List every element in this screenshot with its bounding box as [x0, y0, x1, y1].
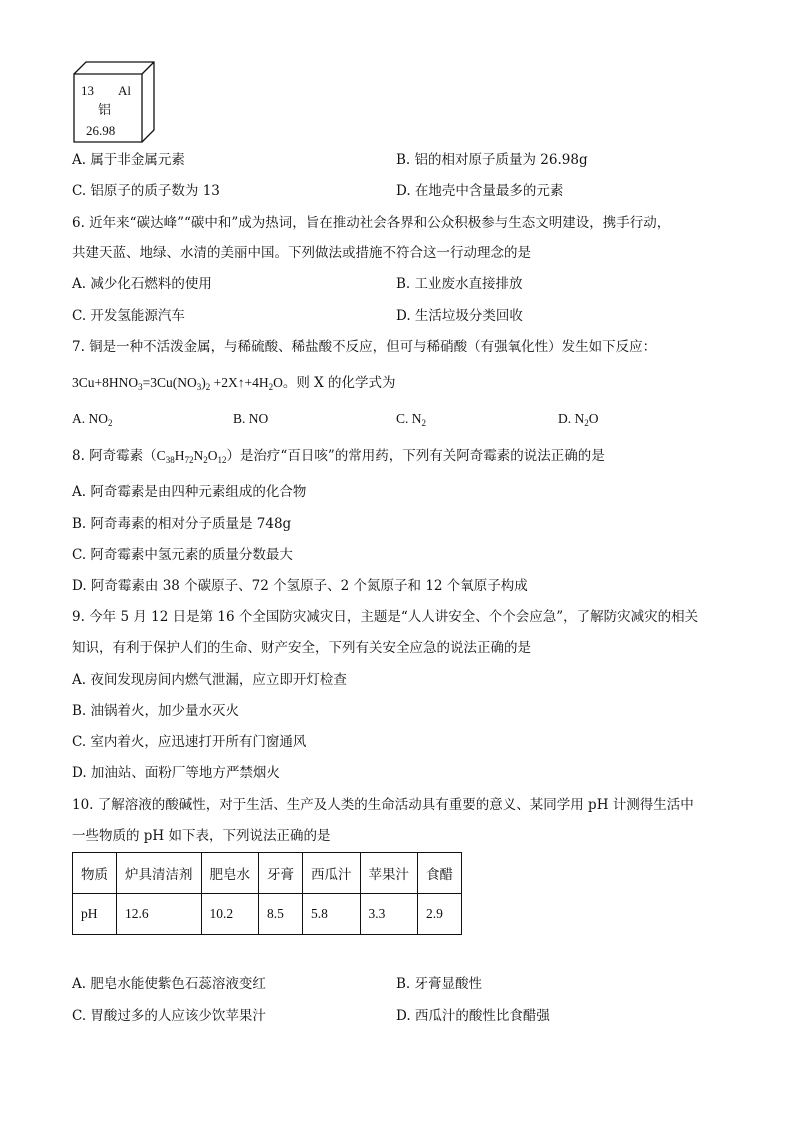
- q10-stem-line1: 10. 了解溶液的酸碱性，对于生活、生产及人类的生命活动具有重要的意义、某同学用 pH 计测得生活中: [72, 797, 694, 813]
- q8-option-d: D. 阿奇霉素由 38 个碳原子、72 个氢原子、2 个氮原子和 12 个氧原子构成: [72, 578, 528, 594]
- q9-option-a: A. 夜间发现房间内燃气泄漏，应立即开灯检查: [72, 672, 347, 688]
- q6-option-c: C. 开发氢能源汽车: [72, 308, 185, 324]
- q10-option-c: C. 胃酸过多的人应该少饮苹果汁: [72, 1008, 266, 1024]
- q7-option-a: A. $NO_2$: [72, 411, 113, 428]
- q7-option-c: C. $N_2$: [396, 411, 427, 428]
- table-row: [73, 894, 462, 935]
- q9-stem-line2: 知识，有利于保护人们的生命、财产安全，下列有关安全应急的说法正确的是: [72, 640, 531, 656]
- q6-stem-line1: 6. 近年来“碳达峰”“碳中和”成为热词，旨在推动社会各界和公众积极参与生态文明建设，携手行动，: [72, 215, 671, 231]
- q9-option-b: B. 油锅着火，加少量水灭火: [72, 703, 240, 719]
- table-cell: 5.8: [303, 894, 361, 935]
- table-cell: 3.3: [360, 894, 418, 935]
- q6-stem-line2: 共建天蓝、地绿、水清的美丽中国。下列做法或措施不符合这一行动理念的是: [72, 245, 531, 261]
- q8-option-c: C. 阿奇霉素中氢元素的质量分数最大: [72, 547, 293, 563]
- element-card: [72, 60, 156, 144]
- table-header-cell: 肥皂水: [201, 853, 259, 894]
- table-header-cell: 食醋: [418, 853, 462, 894]
- q5-option-c: C. 铝原子的质子数为 13: [72, 183, 220, 199]
- table-cell: 8.5: [259, 894, 303, 935]
- q10-option-a: A. 肥皂水能使紫色石蕊溶液变红: [72, 976, 266, 992]
- table-header-cell: 苹果汁: [360, 853, 418, 894]
- atomic-number: 13: [81, 83, 94, 98]
- table-header-row: [73, 853, 462, 894]
- table-cell: 12.6: [117, 894, 202, 935]
- q7-equation-tail: 。则 X 的化学式为: [282, 375, 396, 391]
- q5-option-d: D. 在地壳中含量最多的元素: [396, 183, 564, 199]
- q7-option-b: B. NO: [233, 411, 269, 426]
- atomic-mass: 26.98: [86, 123, 116, 138]
- element-symbol: Al: [118, 83, 131, 98]
- q9-stem-line1: 9. 今年 5 月 12 日是第 16 个全国防灾减灾日，主题是“人人讲安全、个个会应急”，了解防灾减灾的相关: [72, 609, 699, 625]
- q10-stem-line2: 一些物质的 pH 如下表，下列说法正确的是: [72, 828, 331, 844]
- q5-option-b: B. 铝的相对原子质量为 26.98g: [396, 152, 588, 168]
- q8-option-a: A. 阿奇霉素是由四种元素组成的化合物: [72, 484, 307, 500]
- table-header-cell: 西瓜汁: [303, 853, 361, 894]
- table-cell: 10.2: [201, 894, 259, 935]
- q8-option-b: B. 阿奇毒素的相对分子质量是 748g: [72, 516, 292, 532]
- element-name: 铝: [98, 102, 112, 117]
- q7-stem-line1: 7. 铜是一种不活泼金属，与稀硫酸、稀盐酸不反应，但可与稀硝酸（有强氧化性）发生如下反应：: [72, 339, 657, 355]
- q10-option-d: D. 西瓜汁的酸性比食醋强: [396, 1008, 550, 1024]
- q7-option-d: D. $N_2O$: [558, 411, 599, 428]
- q5-option-a: A. 属于非金属元素: [72, 152, 185, 168]
- table-header-cell: 牙膏: [259, 853, 303, 894]
- q6-option-a: A. 减少化石燃料的使用: [72, 276, 212, 292]
- q8-stem: 8. 阿奇霉素$(C_{38}H_{72}N_2O_{12})$是治疗“百日咳”的常用药，下列有关阿奇霉素的说法正确的是: [72, 448, 605, 465]
- q9-option-d: D. 加油站、面粉厂等地方严禁烟火: [72, 765, 280, 781]
- q9-option-c: C. 室内着火，应迅速打开所有门窗通风: [72, 734, 307, 750]
- table-header-cell: 物质: [73, 853, 117, 894]
- q6-option-d: D. 生活垃圾分类回收: [396, 308, 523, 324]
- q10-option-b: B. 牙膏显酸性: [396, 976, 483, 992]
- table-cell: 2.9: [418, 894, 462, 935]
- q7-equation: $3Cu+8HNO_3=3Cu(NO_3)_2$ $+2X↑+4H_2O$。则 X 的化学式为: [72, 375, 396, 392]
- table-cell: pH: [73, 894, 117, 935]
- q6-option-b: B. 工业废水直接排放: [396, 276, 523, 292]
- ph-table: [72, 852, 462, 935]
- table-header-cell: 炉具清洁剂: [117, 853, 202, 894]
